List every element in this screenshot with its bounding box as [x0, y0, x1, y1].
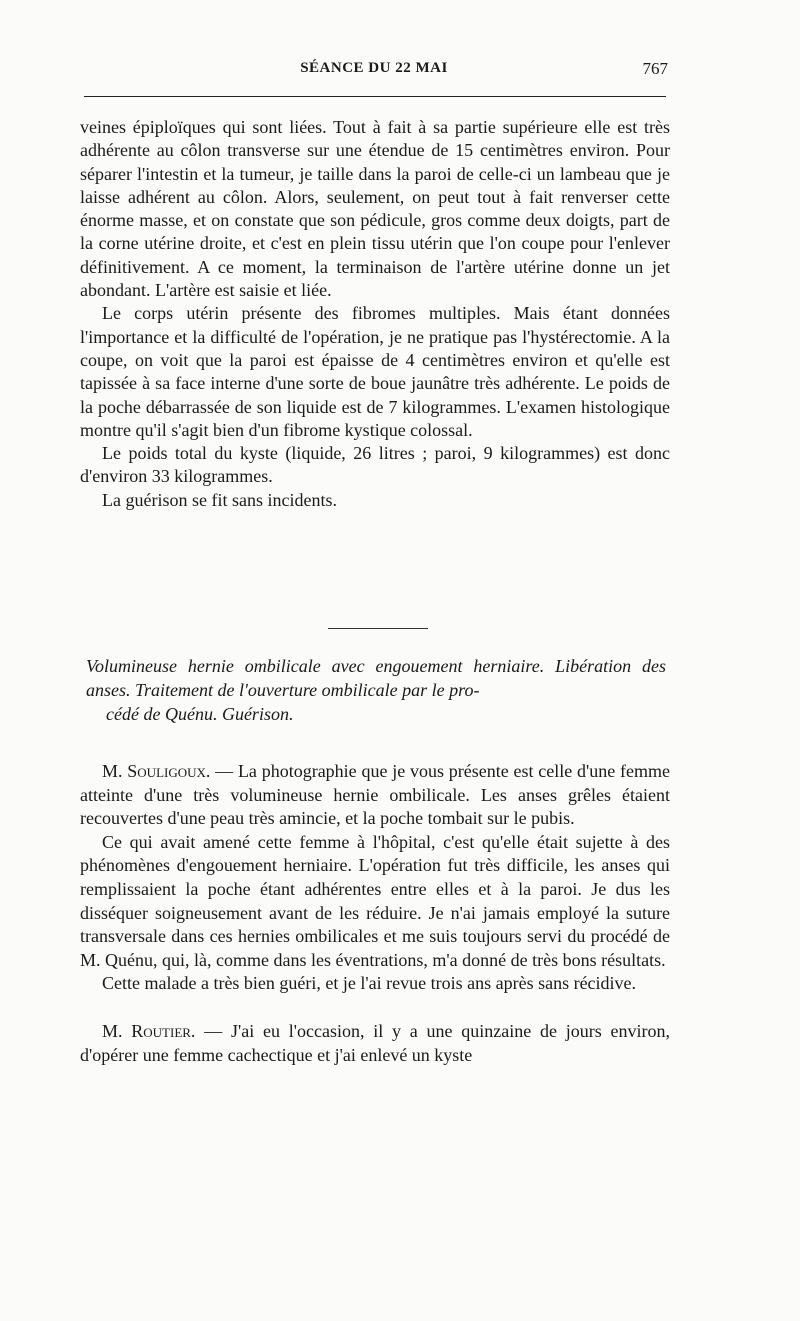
section-1-body	[80, 116, 670, 512]
page-header	[80, 60, 668, 86]
paragraph: Le corps utérin présente des fibromes multiples. Mais étant données l'importance et la difficulté de l'opération, je ne pratique pas l'hystérectomie. A la coupe, on voit que la paroi est épaisse de 4 centimètres environ et qu'elle est tapissée à sa face interne d'une sorte de boue jaunâtre très adhérente. Le poids de la poche débarrassée de son liquide est de 7 kilogrammes. L'examen histologique montre qu'il s'agit bien d'un fibrome kystique colossal.	[80, 303, 670, 440]
section-title	[86, 654, 666, 726]
speaker-name: M. Routier.	[102, 1020, 196, 1041]
section-2-body	[80, 760, 670, 1067]
speaker-name: M. Souligoux.	[102, 761, 211, 781]
section-title-line: Volumineuse hernie ombilicale avec engouement herniaire. Libération des anses. Traitement de l'ouverture ombilicale par le pro-	[86, 656, 666, 700]
paragraph: Ce qui avait amené cette femme à l'hôpital, c'est qu'elle était sujette à des phénomènes d'engouement herniaire. L'opération fut très difficile, les anses qui remplissaient la poche étant adhérentes entre elles et à la paroi. Je dus les disséquer soigneusement avant de les réduire. Je n'ai jamais employé la suture transversale dans ces hernies ombilicales et me suis toujours servi du procédé de M. Quénu, qui, là, comme dans les éventrations, m'a donné de très bons résultats.	[80, 831, 670, 970]
header-rule	[84, 96, 666, 97]
paragraph: Cette malade a très bien guéri, et je l'ai revue trois ans après sans récidive.	[102, 973, 637, 994]
section-title-line: cédé de Quénu. Guérison.	[106, 704, 294, 724]
paragraph: Le poids total du kyste (liquide, 26 litres ; paroi, 9 kilogrammes) est donc d'environ 33 kilogrammes.	[80, 443, 670, 487]
paragraph	[80, 760, 670, 831]
paragraph: La guérison se fit sans incidents.	[102, 489, 337, 510]
paragraph: veines épiploïques qui sont liées. Tout à fait à sa partie supérieure elle est très adhérente au côlon transverse sur une étendue de 15 centimètres environ. Pour séparer l'intestin et la tumeur, je taille dans la paroi de celle-ci un lambeau que je laisse adhérent au côlon. Alors, seulement, on peut tout à fait renverser cette énorme masse, et on constate que son pédicule, gros comme deux doigts, part de la corne utérine droite, et c'est en plein tissu utérin que l'on coupe pour l'enlever définitivement. A ce moment, la terminaison de l'artère utérine donne un jet abondant. L'artère est saisie et liée.	[80, 117, 670, 301]
paragraph-text: — La photographie que je vous présente est celle d'une femme atteinte d'une très volumineuse hernie ombilicale. Les anses grêles étaient recouvertes d'une peau très amincie, et la poche tombait sur le pubis.	[80, 761, 670, 829]
page-number: 767	[642, 59, 668, 78]
paragraph	[80, 1020, 670, 1067]
section-separator	[328, 628, 428, 629]
paragraph-text: — J'ai eu l'occasion, il y a une quinzaine de jours environ, d'opérer une femme cachectique et j'ai enlevé un kyste	[80, 1020, 670, 1065]
running-head: SÉANCE DU 22 MAI	[300, 60, 448, 76]
